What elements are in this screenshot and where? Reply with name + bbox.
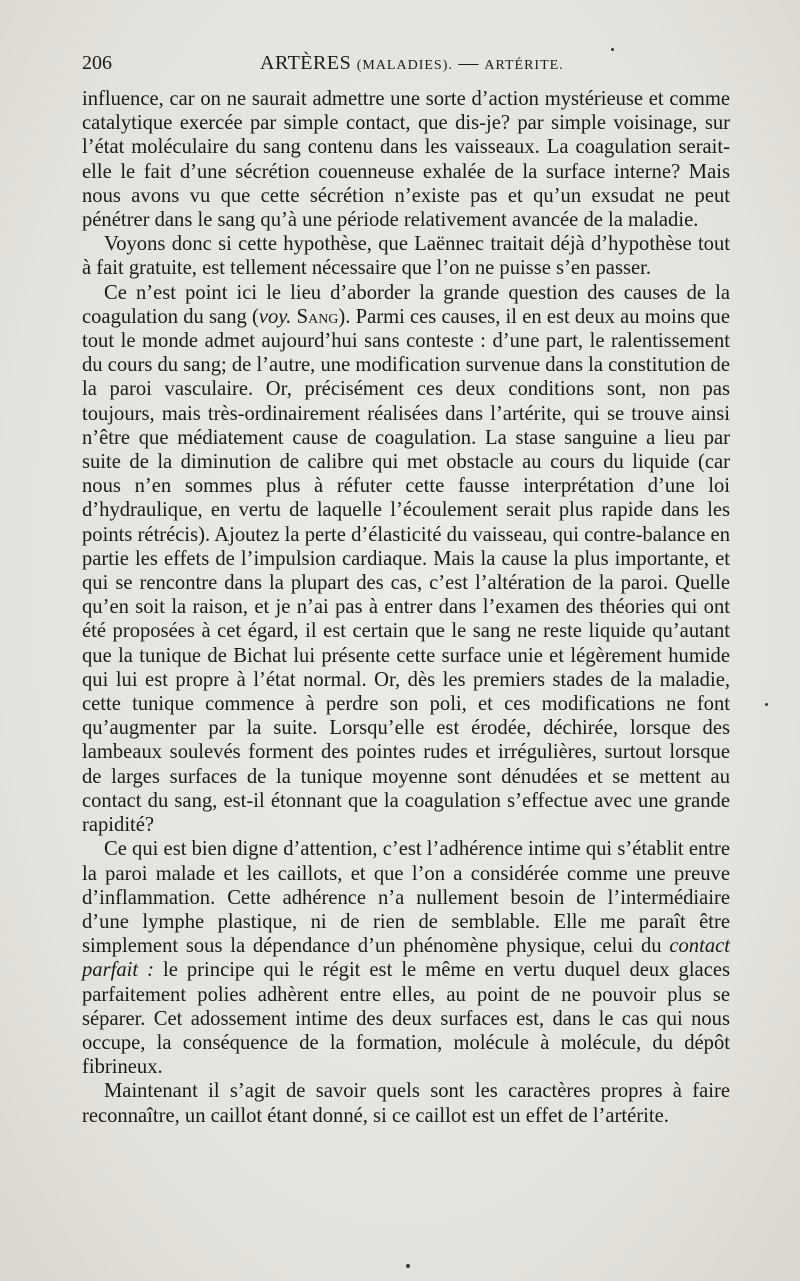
page-header — [82, 50, 730, 76]
paragraph-4-part-1: Ce qui est bien digne d’attention, c’est l’adhérence intime qui s’établit entre la paroi malade et les caillots, et que l’on a considérée comme une preuve d’inflammation. Cette adhérence n’a nullement besoin de l’intermédiaire d’une lymphe plastique, ni de rien de semblable. Elle me paraît être simplement sous la dépendance d’un phénomène physique, celui du — [82, 838, 730, 958]
print-speck — [406, 1264, 410, 1268]
page-number: 206 — [82, 52, 112, 74]
print-speck — [765, 703, 768, 706]
paragraph-5: Maintenant il s’agit de savoir quels sont les caractères propres à faire reconnaître, un caillot étant donné, si ce caillot est un effet de l’artérite. — [82, 1080, 730, 1127]
print-speck — [611, 48, 614, 51]
paragraph-3-part-1: Ce n’est point ici le lieu d’aborder la grande question des causes de la coagulation du sang ( — [82, 281, 730, 328]
paragraph-2: Voyons donc si cette hypothèse, que Laënnec traitait déjà d’hypothèse tout à fait gratuite, est tellement nécessaire que l’on ne puisse s’en passer. — [82, 233, 730, 280]
paragraph-4-italic: contact parfait : — [82, 935, 730, 982]
paragraph-3-smallcaps: Sang — [296, 305, 339, 328]
running-head-subtitle: ARTÉRITE. — [484, 58, 564, 73]
running-head-title: ARTÈRES — [260, 52, 352, 74]
paragraph-4-part-2: le principe qui le régit est le même en vertu duquel deux glaces parfaitement polies adhèrent entre elles, au point de ne pouvoir plus se séparer. Cet adossement intime des deux surfaces est, dans le cas qui nous occupe, la conséquence de la formation, molécule à molécule, du dépôt fibrineux. — [82, 959, 730, 1079]
body-text — [82, 87, 730, 1128]
paragraph-4 — [82, 837, 730, 1079]
running-head — [260, 50, 564, 79]
paragraph-1: influence, car on ne saurait admettre une sorte d’action mystérieuse et comme catalytique exercée par simple contact, que dis-je? par simple voisinage, sur l’état moléculaire du sang contenu dans les vaisseaux. La coagulation serait-elle le fait d’une sécrétion couenneuse exhalée de la surface interne? Mais nous avons vu que cette sécrétion n’existe pas et qu’un exsudat ne peut pénétrer dans le sang qu’à une période relativement avancée de la maladie. — [82, 88, 730, 232]
paragraph-3-italic: voy. — [258, 305, 292, 328]
paragraph-3-part-2: ). Parmi ces causes, il en est deux au moins que tout le monde admet aujourd’hui sans conteste : d’une part, le ralentissement du cours du sang; de l’autre, une modification survenue dans la constitution de la paroi vasculaire. Or, précisément ces deux conditions sont, non pas toujours, mais très-ordinairement réalisées dans l’artérite, qui se trouve ainsi n’être que médiatement cause de coagulation. La stase sanguine a lieu par suite de la diminution de calibre qui met obstacle au cours du liquide (car nous n’en sommes plus à réfuter cette fausse interprétation d’une loi d’hydraulique, en vertu de laquelle l’écoulement serait plus rapide dans les points rétrécis). Ajoutez la perte d’élasticité du vaisseau, qui contre-balance en partie les effets de l’impulsion cardiaque. Mais la cause la plus importante, et qui se rencontre dans la plupart des cas, c’est l’altération de la paroi. Quelle qu’en soit la raison, et je n’ai pas à entrer dans l’examen des théories qui ont été proposées à cet égard, il est certain que le sang ne reste liquide qu’autant que la tunique de Bichat lui présente cette surface unie et légèrement humide qui lui est propre à l’état normal. Or, dès les premiers stades de la maladie, cette tunique commence à perdre son poli, et ces modifications ne font qu’augmenter par la suite. Lorsqu’elle est érodée, déchirée, lorsque des lambeaux soulevés forment des pointes rudes et irrégulières, surtout lorsque de larges surfaces de la tunique moyenne sont dénudées et se mettent au contact du sang, est-il étonnant que la coagulation s’effectue avec une grande rapidité? — [82, 305, 730, 837]
running-head-paren: (MALADIES). — [356, 58, 453, 73]
paragraph-3 — [82, 281, 730, 838]
running-head-separator: — — [458, 52, 479, 74]
